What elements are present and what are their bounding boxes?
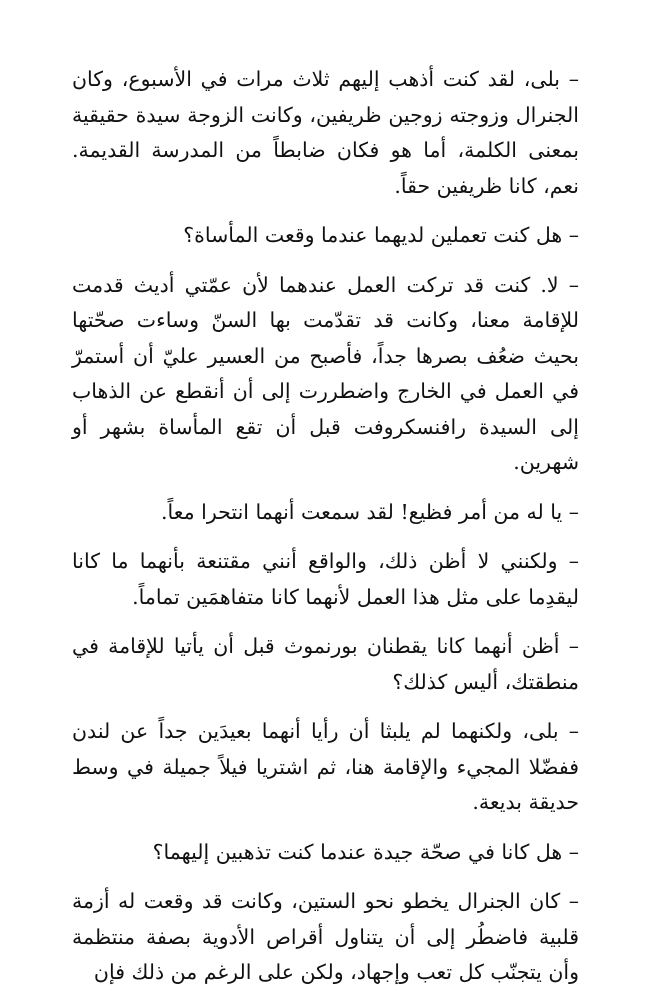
- dialogue-paragraph: – بلى، ولكنهما لم يلبثا أن رأيا أنهما بعيدَين جداً عن لندن ففضّلا المجيء والإقامة هنا، ثم اشتريا فيلاً جميلة في وسط حديقة بديعة.: [72, 719, 579, 814]
- dialogue-paragraph: – هل كانا في صحّة جيدة عندما كنت تذهبين إليهما؟: [152, 839, 579, 864]
- book-page: [72, 62, 579, 1000]
- dialogue-paragraph: – لا. كنت قد تركت العمل عندهما لأن عمّتي أديث قدمت للإقامة معنا، وكانت قد تقدّمت بها السنّ وساءت صحّتها بحيث ضعُف بصرها جداً، فأصبح من العسير عليّ أن أستمرّ في العمل في الخارج واضطررت إلى أن أنقطع عن الذهاب إلى السيدة رافنسكروفت قبل أن تقع المأساة بشهر أو شهرين.: [72, 272, 579, 474]
- dialogue-paragraph: – ولكنني لا أظن ذلك، والواقع أنني مقتنعة بأنهما ما كانا ليقدِما على مثل هذا العمل لأنهما كانا متفاهمَين تماماً.: [72, 549, 579, 609]
- dialogue-paragraph: – بلى، لقد كنت أذهب إليهم ثلاث مرات في الأسبوع، وكان الجنرال وزوجته زوجين ظريفين، وكانت الزوجة سيدة حقيقية بمعنى الكلمة، أما هو فكان ضابطاً من المدرسة القديمة. نعم، كانا ظريفين حقاً.: [72, 67, 579, 198]
- dialogue-paragraph: – هل كنت تعملين لديهما عندما وقعت المأساة؟: [183, 223, 579, 247]
- dialogue-paragraph: – كان الجنرال يخطو نحو الستين، وكانت قد وقعت له أزمة قلبية فاضطُر إلى أن يتناول أقراص الأدوية بصفة منتظمة وأن يتجنّب كل تعب وإجهاد، ولكن على الرغم من ذلك فإن: [72, 889, 579, 984]
- dialogue-paragraph: – أظن أنهما كانا يقطنان بورنموث قبل أن يأتيا للإقامة في منطقتك، أليس كذلك؟: [72, 634, 579, 694]
- dialogue-paragraph: – يا له من أمر فظيع! لقد سمعت أنهما انتحرا معاً.: [161, 499, 579, 524]
